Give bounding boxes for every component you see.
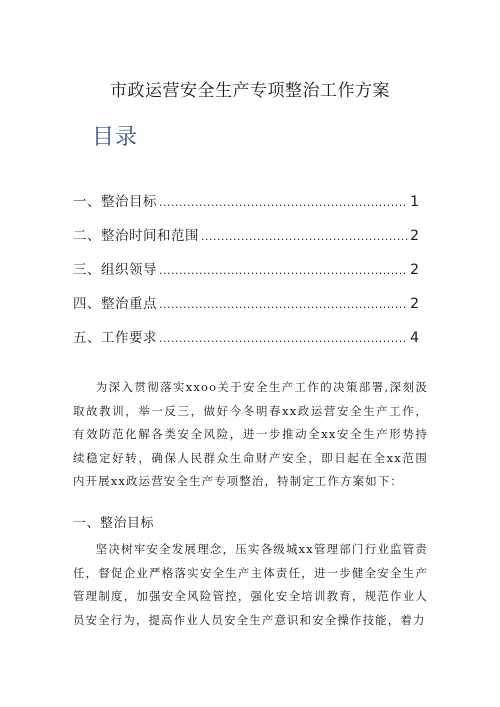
toc-entry[interactable] bbox=[73, 190, 419, 224]
section-paragraph: 坚决树牢安全发展理念，压实各级城xx管理部门行业监管责任，督促企业严格落实安全生产主体责任，进一步健全安全生产管理制度，加强安全风险管控，强化安全培训教育，规范作业人员安全行为，提高作业人员安全生产意识和安全操作技能，着力 bbox=[73, 542, 428, 627]
toc-dot-leader bbox=[201, 230, 408, 243]
toc-entry-page: 2 bbox=[410, 296, 419, 312]
toc-entry-page: 2 bbox=[410, 228, 419, 244]
toc-dot-leader bbox=[159, 264, 408, 277]
toc-dot-leader bbox=[159, 196, 408, 209]
toc-entry[interactable] bbox=[73, 258, 419, 292]
toc-entry-label: 五、工作要求 bbox=[73, 330, 157, 346]
intro-paragraph: 为深入贯彻落实xxoo关于安全生产工作的决策部署,深刻汲取故教训，举一反三，做好今冬明春xx政运营安全生产工作，有效防范化解各类安全风险，进一步推动全xx安全生产形势持续稳定好转，确保人民群众生命财产安全，即日起在全xx范围内开展xx政运营安全生产专项整治，特制定工作方案如下： bbox=[73, 380, 428, 488]
toc-entry[interactable] bbox=[73, 224, 419, 258]
toc-entry[interactable] bbox=[73, 292, 419, 326]
section-heading: 一、整治目标 bbox=[73, 516, 155, 531]
toc-entry-label: 三、组织领导 bbox=[73, 262, 157, 278]
toc-dot-leader bbox=[159, 298, 408, 311]
toc-dot-leader bbox=[159, 332, 408, 345]
toc-entry-label: 二、整治时间和范围 bbox=[73, 228, 199, 244]
toc-entry-page: 2 bbox=[410, 262, 419, 278]
toc-entry-page: 1 bbox=[410, 194, 419, 210]
document-title: 市政运营安全生产专项整治工作方案 bbox=[110, 81, 390, 101]
toc-entry[interactable] bbox=[73, 326, 419, 360]
toc-entry-label: 一、整治目标 bbox=[73, 194, 157, 210]
toc-entry-page: 4 bbox=[410, 330, 419, 346]
toc-heading: 目录 bbox=[92, 125, 139, 150]
toc-entry-label: 四、整治重点 bbox=[73, 296, 157, 312]
table-of-contents bbox=[73, 190, 419, 360]
